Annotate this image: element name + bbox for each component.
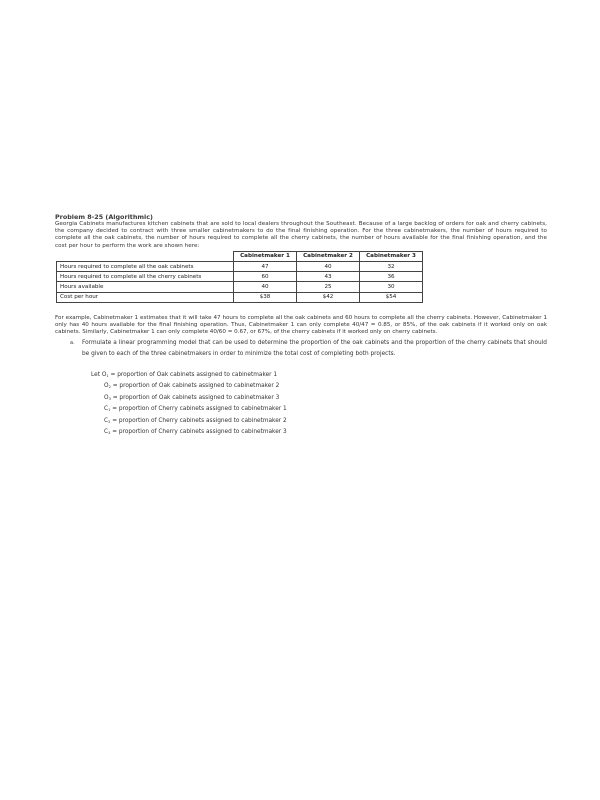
variable-subscript: 1 [106, 373, 109, 378]
table-corner-cell [57, 251, 234, 261]
question-text: Formulate a linear programming model that can be used to determine the proportion of the oak cabinets and the proportion of the cherry cabinets that should be given to each of the three cabinetmakers in order to minimize the total cost of completing both projects. [82, 340, 547, 357]
table-header-row [57, 251, 423, 261]
variable-description: = proportion of Oak cabinets assigned to cabinetmaker 3 [110, 394, 280, 401]
variable-symbol: O [104, 394, 109, 401]
variable-subscript: 2 [108, 385, 111, 390]
table-cell: $42 [297, 292, 360, 302]
column-header: Cabinetmaker 1 [234, 251, 297, 261]
table-cell: $54 [360, 292, 423, 302]
table-cell: $38 [234, 292, 297, 302]
row-label: Hours required to complete all the oak cabinets [57, 262, 234, 272]
variable-definition [91, 404, 547, 416]
variable-symbol: C [104, 406, 109, 413]
variable-definition [91, 416, 547, 428]
variable-symbol: C [104, 417, 109, 424]
variable-definition [91, 393, 547, 405]
variable-description: = proportion of Oak cabinets assigned to cabinetmaker 2 [110, 383, 280, 390]
example-paragraph: For example, Cabinetmaker 1 estimates that it will take 47 hours to complete all the oak cabinets and 60 hours to complete all the cherry cabinets. However, Cabinetmaker 1 only has 40 hours available for the final finishing operation. Thus, Cabinetmaker 1 can only complete 40/47 = 0.85, or 85%, of the oak cabinets if it worked only on oak cabinets. Similarly, Cabinetmaker 1 can only complete 40/60 = 0.67, or 67%, of the cherry cabinets if it worked only on cherry cabinets. [55, 314, 547, 336]
row-label: Hours required to complete all the cherry cabinets [57, 272, 234, 282]
problem-title: Problem 8-25 (Algorithmic) [55, 213, 153, 221]
table-row [57, 262, 423, 272]
variable-definition [91, 370, 547, 382]
variable-subscript: 2 [108, 419, 111, 424]
problem-intro: Georgia Cabinets manufactures kitchen cabinets that are sold to local dealers throughout the Southeast. Because of a large backlog of orders for oak and cherry cabinets, the company decided to contract with three smaller cabinetmakers to do the final finishing operation. For the three cabinetmakers, the number of hours required to complete all the oak cabinets, the number of hours required to complete all the cherry cabinets, the number of hours available for the final finishing operation, and the cost per hour to perform the work are shown here: [55, 221, 547, 249]
variable-description: = proportion of Cherry cabinets assigned to cabinetmaker 3 [110, 429, 287, 436]
variable-description: = proportion of Cherry cabinets assigned to cabinetmaker 1 [110, 406, 287, 413]
table-row [57, 282, 423, 292]
variable-definition [91, 381, 547, 393]
variable-subscript: 3 [108, 396, 111, 401]
table-cell: 32 [360, 262, 423, 272]
variable-definition [91, 427, 547, 439]
question-a [55, 338, 547, 358]
row-label: Cost per hour [57, 292, 234, 302]
variable-prefix: Let [91, 371, 102, 378]
table-row [57, 272, 423, 282]
decision-variables [55, 370, 547, 439]
table-cell: 40 [234, 282, 297, 292]
variable-description: = proportion of Oak cabinets assigned to cabinetmaker 1 [108, 371, 278, 378]
variable-description: = proportion of Cherry cabinets assigned to cabinetmaker 2 [110, 417, 287, 424]
variable-symbol: O [104, 383, 109, 390]
table-cell: 47 [234, 262, 297, 272]
table-cell: 43 [297, 272, 360, 282]
table-cell: 60 [234, 272, 297, 282]
column-header: Cabinetmaker 2 [297, 251, 360, 261]
table-row [57, 292, 423, 302]
cabinetmaker-table [56, 251, 423, 303]
table-cell: 25 [297, 282, 360, 292]
question-marker: a. [70, 340, 75, 347]
table-cell: 40 [297, 262, 360, 272]
table-cell: 36 [360, 272, 423, 282]
column-header: Cabinetmaker 3 [360, 251, 423, 261]
row-label: Hours available [57, 282, 234, 292]
variable-symbol: C [104, 429, 109, 436]
problem-document [55, 213, 547, 439]
variable-subscript: 3 [108, 431, 111, 436]
variable-symbol: O [101, 371, 107, 378]
table-cell: 30 [360, 282, 423, 292]
variable-subscript: 1 [108, 408, 111, 413]
